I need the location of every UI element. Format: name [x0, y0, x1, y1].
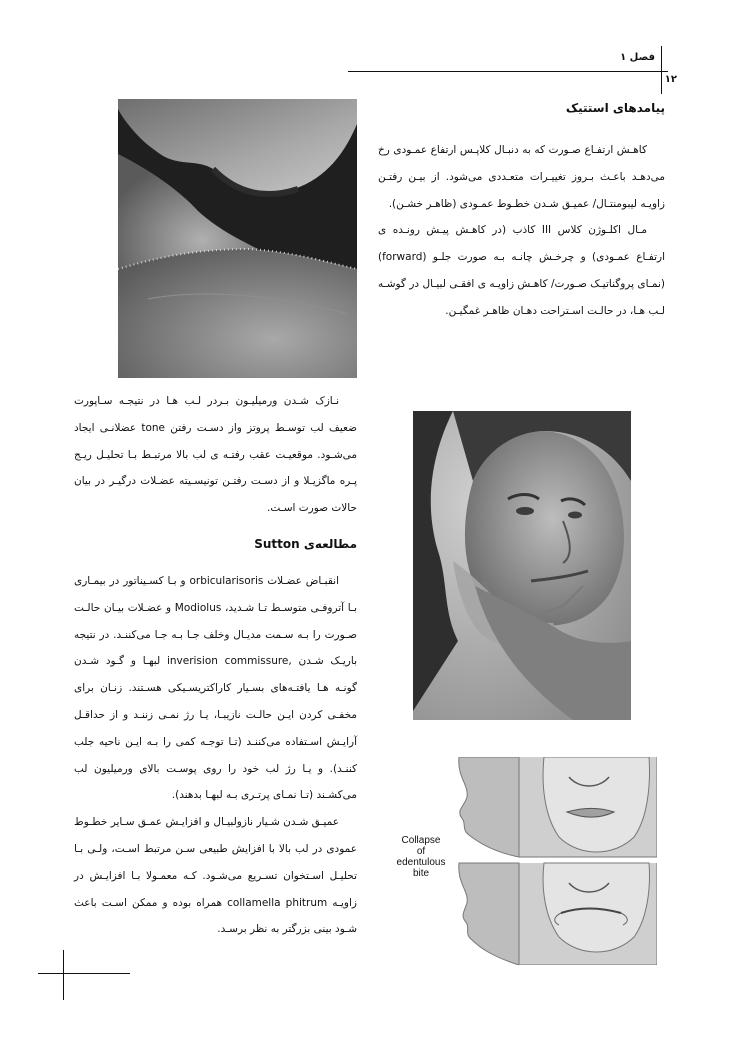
heading-aesthetic-consequences: پیامدهای استتیک — [565, 101, 665, 115]
footer-vertical-rule — [63, 950, 64, 1000]
chapter-label: فصل ۱ — [620, 52, 655, 63]
collapse-profile-illustration — [449, 757, 657, 965]
caption-line: edentulous — [396, 857, 446, 868]
face-xray-overlay-photo — [413, 411, 631, 720]
section2-body — [74, 388, 357, 522]
header-rule — [348, 71, 668, 72]
section1-body — [378, 137, 665, 325]
footer-rule — [38, 973, 130, 974]
figure-caption — [382, 835, 460, 879]
section3-body — [74, 568, 357, 943]
caption-line: of — [416, 846, 426, 857]
paragraph: مـال اکلـوژن کلاس III کاذب (در کاهـش پیـش رونـده ی ارتفـاع عمـودی) و چرخـش چانـه بـه صورت جلـو (forward) (نمـای پروگناتیـک صـورت/ کاهـش زاویـه ی افقـی لبیـال در گوشـه لـب هـا، در حالـت اسـتراحت دهـان ظاهـر غمگیـن. — [378, 224, 665, 317]
paragraph: عمیـق شـدن شـیار نازولبیـال و افزایـش عمـق سـایر خطـوط عمودی در لب بالا با افزایش طبیعی سـن مرتبط اسـت، ولـی بـا تحلیـل اسـتخوان تسـریع می‌شـود. کـه معمـولا بـا افزایـش در زاویـه collamella phitrum همراه بوده و ممکن اسـت باعث شـود بینی بزرگتر به نظر برسـد. — [74, 816, 357, 936]
paragraph: انقبـاض عضـلات orbicularisoris و بـا کسـیناتور در بیمـاری بـا آتروفـی متوسـط تـا شـدید، Modiolus و عضـلات بیـان حالـت صـورت را بـه سـمت مدیـال وخلف جـا بـه جـا می‌کننـد. در نتیجه باریـک شـدن ,inverision commissure لبهـا و گـود شـدن گونـه هـا یافتـه‌های بسـیار کاراکتریسـیکی هسـتند. زنـان برای مخفـی کردن ایـن حالـت نازیبـا، یـا رژ نمـی زننـد و از حداقـل آرایـش اسـتفاده می‌کننـد (تـا توجـه کمی را بـه ایـن ناحیه جلب کننـد). و یـا رژ لب خود را روی پوسـت بالای ورمیلیون لب می‌کشـند (تـا نمـای پرتـری بـه لبهـا بدهند). — [74, 575, 357, 802]
paragraph: کاهـش ارتفـاع صـورت که به دنبـال کلاپـس ارتفاع عمـودی رخ می‌دهـد باعـث بـروز تغییـرات متعـددی می‌شود. از بیـن رفتـن زاویـه لیبومنتـال/ عمیـق شـدن خطـوط عمـودی (ظاهـر خشـن). — [378, 144, 665, 210]
paragraph: نـازک شـدن ورمیلیـون بـردر لـب هـا در نتیجـه سـاپورت ضعیف لب توسـط پروتز واز دسـت رفتن tone عضلانـی ایجاد می‌شـود. موقعیـت عقب رفتـه ی لب بالا مرتبـط بـا تحلیـل ریـج پـره ماگزیـلا و از دسـت رفتـن تونیسـیته عضـلات درگیـر در بیان حالات صورت اسـت. — [74, 395, 357, 515]
caption-line: Collapse — [401, 835, 441, 846]
caption-line: bite — [412, 868, 430, 879]
lip-closeup-photo — [118, 99, 357, 378]
header-vertical-rule — [661, 46, 662, 94]
page-number: ۱۲ — [664, 74, 677, 85]
heading-sutton-study: مطالعه‌ی Sutton — [254, 537, 357, 551]
